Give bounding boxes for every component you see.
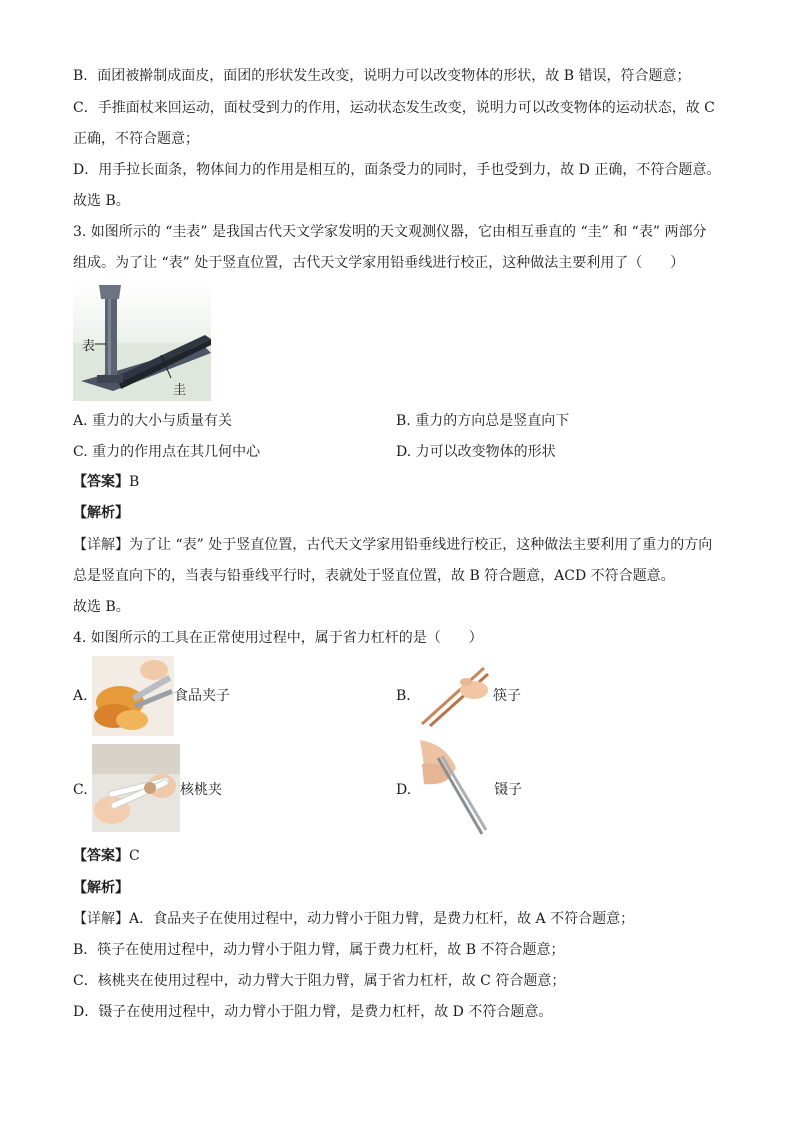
- q3-answer: [73, 472, 139, 492]
- q3-detail-cont: 总是竖直向下的，当表与铅垂线平行时，表就处于竖直位置，故 B 符合题意，ACD 不符合题意。: [73, 568, 675, 584]
- tweezers-image: [416, 738, 492, 838]
- nutcracker-image: [92, 744, 180, 832]
- biao-label: 表: [82, 339, 96, 354]
- q3-option-a: A. 重力的大小与质量有关: [73, 413, 233, 429]
- q4-detail-c: C．核桃夹在使用过程中，动力臂大于阻力臂，属于省力杠杆，故 C 符合题意；: [73, 973, 566, 989]
- q4-answer: [73, 846, 140, 866]
- q4-option-d-letter: D.: [396, 782, 412, 798]
- q4-option-b-letter: B.: [396, 688, 411, 704]
- q4-option-c-letter: C.: [73, 782, 88, 798]
- q4-option-b-caption: 筷子: [493, 688, 521, 704]
- q3-stem: 3. 如图所示的 “圭表” 是我国古代天文学家发明的天文观测仪器，它由相互垂直的 “圭” 和 “表” 两部分: [73, 224, 707, 240]
- q2-option-c-analysis-cont: 正确，不符合题意；: [73, 131, 199, 147]
- q3-option-b: B. 重力的方向总是竖直向下: [396, 413, 570, 429]
- q2-option-c-analysis: C．手推面杖来回运动，面杖受到力的作用，运动状态发生改变，说明力可以改变物体的运动状态，故 C: [73, 100, 715, 116]
- q4-detail-b: B．筷子在使用过程中，动力臂小于阻力臂，属于费力杠杆，故 B 不符合题意；: [73, 942, 565, 958]
- q3-answer-label: 【答案】: [73, 474, 129, 490]
- guibiao-figure: [73, 283, 211, 401]
- q4-answer-label: 【答案】: [73, 848, 129, 864]
- q3-option-c: C. 重力的作用点在其几何中心: [73, 444, 261, 460]
- gui-label: 圭: [173, 383, 187, 398]
- q3-stem-cont: 组成。为了让 “表” 处于竖直位置，古代天文学家用铅垂线进行校正，这种做法主要利用了（ ）: [73, 255, 685, 271]
- q3-detail: 【详解】为了让 “表” 处于竖直位置，古代天文学家用铅垂线进行校正，这种做法主要利用了重力的方向: [73, 537, 713, 553]
- q4-option-c-caption: 核桃夹: [180, 782, 222, 798]
- food-tongs-image: [92, 656, 174, 736]
- q3-analysis-label: 【解析】: [73, 505, 129, 521]
- q3-option-d: D. 力可以改变物体的形状: [396, 444, 556, 460]
- chopsticks-image: [418, 660, 494, 730]
- q3-conclusion: 故选 B。: [73, 599, 130, 615]
- q4-answer-value: C: [129, 848, 140, 864]
- q3-answer-value: B: [129, 474, 140, 490]
- q2-option-d-analysis: D．用手拉长面条，物体间力的作用是相互的，面条受力的同时，手也受到力，故 D 正确，不符合题意。: [73, 162, 721, 178]
- q4-detail-a: 【详解】A．食品夹子在使用过程中，动力臂小于阻力臂，是费力杠杆，故 A 不符合题意；: [73, 911, 635, 927]
- q4-option-d-caption: 镊子: [494, 782, 522, 798]
- q4-detail-d: D．镊子在使用过程中，动力臂小于阻力臂，是费力杠杆，故 D 不符合题意。: [73, 1004, 553, 1020]
- q4-stem: 4. 如图所示的工具在正常使用过程中，属于省力杠杆的是（ ）: [73, 630, 483, 646]
- q4-analysis-label: 【解析】: [73, 880, 129, 896]
- q2-option-b-analysis: B．面团被擀制成面皮，面团的形状发生改变，说明力可以改变物体的形状，故 B 错误，符合题意；: [73, 68, 691, 84]
- q4-option-a-caption: 食品夹子: [174, 688, 230, 704]
- q4-option-a-letter: A.: [73, 688, 88, 704]
- q2-conclusion: 故选 B。: [73, 193, 130, 209]
